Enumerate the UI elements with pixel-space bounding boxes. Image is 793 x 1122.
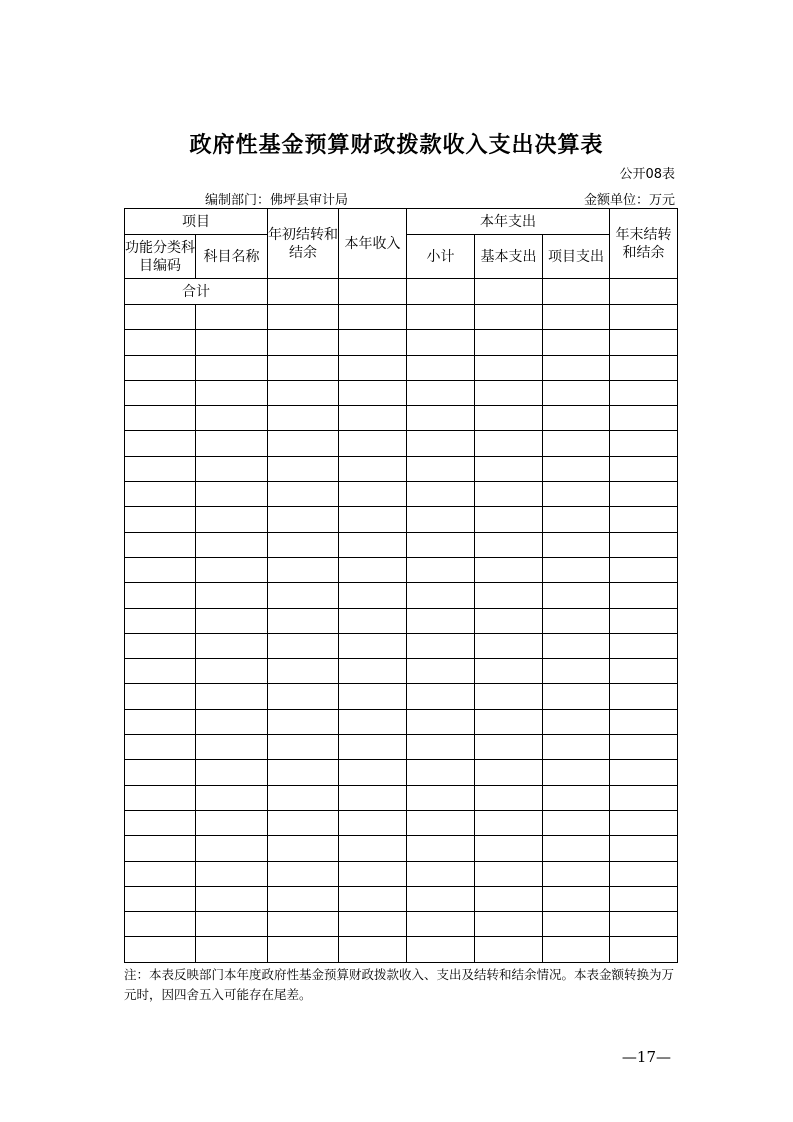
table-cell xyxy=(543,684,610,709)
table-cell xyxy=(339,937,407,962)
table-row xyxy=(125,507,678,532)
table-cell xyxy=(543,279,610,305)
table-cell xyxy=(196,456,268,481)
amount-unit: 金额单位：万元 xyxy=(583,193,675,208)
table-cell xyxy=(125,810,196,835)
table-cell xyxy=(475,456,543,481)
table-row xyxy=(125,355,678,380)
header-subtotal: 小计 xyxy=(407,235,475,279)
table-cell xyxy=(543,785,610,810)
table-cell xyxy=(196,330,268,355)
table-cell xyxy=(610,735,678,760)
table-cell xyxy=(610,659,678,684)
table-cell xyxy=(339,532,407,557)
table-cell xyxy=(125,760,196,785)
table-row xyxy=(125,709,678,734)
table-cell xyxy=(475,912,543,937)
table-cell xyxy=(610,330,678,355)
table-cell xyxy=(268,937,339,962)
table-cell xyxy=(407,406,475,431)
table-cell xyxy=(196,684,268,709)
table-cell xyxy=(407,912,475,937)
table-cell xyxy=(475,279,543,305)
table-cell xyxy=(125,557,196,582)
table-row xyxy=(125,456,678,481)
table-cell xyxy=(125,330,196,355)
table-cell xyxy=(475,532,543,557)
table-cell xyxy=(543,937,610,962)
page-title: 政府性基金预算财政拨款收入支出决算表 xyxy=(189,133,604,158)
table-cell xyxy=(610,785,678,810)
table-cell xyxy=(339,684,407,709)
table-row xyxy=(125,836,678,861)
table-cell xyxy=(543,507,610,532)
table-cell xyxy=(268,633,339,658)
table-cell xyxy=(475,380,543,405)
table-cell xyxy=(475,709,543,734)
table-cell xyxy=(475,482,543,507)
table-row xyxy=(125,305,678,330)
table-cell xyxy=(125,937,196,962)
table-cell xyxy=(543,886,610,911)
table-cell xyxy=(125,912,196,937)
table-cell xyxy=(407,633,475,658)
table-cell xyxy=(543,431,610,456)
table-cell xyxy=(196,937,268,962)
table-cell xyxy=(543,709,610,734)
table-cell xyxy=(268,709,339,734)
table-cell xyxy=(407,431,475,456)
table-cell xyxy=(407,557,475,582)
form-code: 公开08表 xyxy=(619,167,675,182)
table-cell xyxy=(475,735,543,760)
table-cell xyxy=(125,355,196,380)
table-cell xyxy=(268,886,339,911)
table-cell xyxy=(543,355,610,380)
table-cell xyxy=(543,861,610,886)
table-cell xyxy=(610,456,678,481)
table-cell xyxy=(125,633,196,658)
table-cell xyxy=(407,886,475,911)
table-row xyxy=(125,861,678,886)
table-cell xyxy=(475,507,543,532)
compiling-department: 编制部门：佛坪县审计局 xyxy=(205,193,349,208)
table-cell xyxy=(543,557,610,582)
header-begin-balance: 年初结转和结余 xyxy=(268,209,339,279)
table-cell xyxy=(339,760,407,785)
table-cell xyxy=(543,583,610,608)
header-project-expense: 项目支出 xyxy=(543,235,610,279)
table-cell xyxy=(339,330,407,355)
table-cell xyxy=(339,557,407,582)
table-cell xyxy=(339,583,407,608)
table-cell xyxy=(610,380,678,405)
table-cell xyxy=(475,406,543,431)
table-cell xyxy=(125,583,196,608)
table-cell xyxy=(407,608,475,633)
table-cell xyxy=(268,659,339,684)
table-cell xyxy=(339,836,407,861)
header-item: 项目 xyxy=(125,209,268,235)
table-cell xyxy=(407,810,475,835)
table-cell xyxy=(610,532,678,557)
table-cell xyxy=(125,684,196,709)
table-cell xyxy=(125,507,196,532)
table-cell xyxy=(610,937,678,962)
table-cell xyxy=(339,659,407,684)
table-cell xyxy=(125,886,196,911)
table-cell xyxy=(196,836,268,861)
table-cell xyxy=(339,912,407,937)
table-cell xyxy=(475,886,543,911)
table-cell xyxy=(125,659,196,684)
table-cell xyxy=(125,482,196,507)
table-cell xyxy=(543,836,610,861)
table-cell xyxy=(407,330,475,355)
table-row xyxy=(125,583,678,608)
table-cell xyxy=(268,406,339,431)
table-cell xyxy=(407,785,475,810)
table-cell xyxy=(196,810,268,835)
table-cell xyxy=(268,532,339,557)
table-cell xyxy=(407,583,475,608)
table-cell xyxy=(543,482,610,507)
table-cell xyxy=(196,380,268,405)
table-cell xyxy=(268,305,339,330)
table-cell xyxy=(268,810,339,835)
table-cell xyxy=(125,735,196,760)
header-func-code: 功能分类科目编码 xyxy=(125,235,196,279)
table-row xyxy=(125,557,678,582)
table-cell xyxy=(268,735,339,760)
table-cell xyxy=(125,608,196,633)
table-cell xyxy=(475,785,543,810)
table-row xyxy=(125,406,678,431)
table-row xyxy=(125,482,678,507)
table-cell xyxy=(610,886,678,911)
table-cell xyxy=(196,532,268,557)
table-cell xyxy=(268,760,339,785)
table-row xyxy=(125,431,678,456)
table-cell xyxy=(339,785,407,810)
table-cell xyxy=(475,861,543,886)
table-cell xyxy=(196,557,268,582)
table-cell xyxy=(407,482,475,507)
table-cell xyxy=(475,836,543,861)
table-row xyxy=(125,886,678,911)
table-cell xyxy=(125,785,196,810)
table-cell xyxy=(339,380,407,405)
table-cell xyxy=(268,279,339,305)
table-cell xyxy=(543,912,610,937)
table-row xyxy=(125,684,678,709)
table-cell xyxy=(475,431,543,456)
table-cell xyxy=(543,608,610,633)
table-cell xyxy=(475,810,543,835)
table-cell xyxy=(125,380,196,405)
table-cell xyxy=(475,633,543,658)
table-cell xyxy=(610,482,678,507)
table-cell xyxy=(407,355,475,380)
table-cell xyxy=(407,735,475,760)
table-cell xyxy=(543,760,610,785)
table-cell xyxy=(196,760,268,785)
budget-table xyxy=(124,208,678,963)
table-cell xyxy=(125,456,196,481)
table-cell xyxy=(610,305,678,330)
table-cell xyxy=(543,735,610,760)
table-cell xyxy=(407,937,475,962)
table-cell xyxy=(268,380,339,405)
table-cell xyxy=(268,684,339,709)
table-cell xyxy=(268,482,339,507)
table-row xyxy=(125,760,678,785)
header-item-name: 科目名称 xyxy=(196,235,268,279)
table-cell xyxy=(339,735,407,760)
table-cell xyxy=(268,507,339,532)
table-cell xyxy=(407,836,475,861)
page-number: —17— xyxy=(621,1048,671,1066)
table-cell xyxy=(196,431,268,456)
table-cell xyxy=(610,583,678,608)
table-row xyxy=(125,735,678,760)
table-cell xyxy=(543,810,610,835)
table-cell xyxy=(339,810,407,835)
table-cell xyxy=(610,608,678,633)
table-cell xyxy=(268,861,339,886)
table-cell xyxy=(196,355,268,380)
table-cell xyxy=(610,709,678,734)
table-cell xyxy=(196,305,268,330)
table-cell xyxy=(339,482,407,507)
table-row xyxy=(125,659,678,684)
table-cell xyxy=(339,406,407,431)
table-cell xyxy=(543,659,610,684)
table-cell xyxy=(196,406,268,431)
table-cell xyxy=(339,456,407,481)
table-cell xyxy=(543,330,610,355)
table-cell xyxy=(196,608,268,633)
table-cell xyxy=(268,608,339,633)
table-cell xyxy=(268,456,339,481)
table-cell xyxy=(543,456,610,481)
table-cell xyxy=(196,886,268,911)
table-cell xyxy=(407,709,475,734)
table-cell xyxy=(125,305,196,330)
table-cell xyxy=(407,456,475,481)
table-cell xyxy=(475,330,543,355)
header-expense: 本年支出 xyxy=(407,209,610,235)
table-cell xyxy=(610,557,678,582)
table-cell xyxy=(407,532,475,557)
table-cell xyxy=(475,608,543,633)
table-cell xyxy=(407,861,475,886)
table-cell xyxy=(610,633,678,658)
table-cell xyxy=(339,279,407,305)
table-cell xyxy=(610,406,678,431)
table-cell xyxy=(407,684,475,709)
header-basic-expense: 基本支出 xyxy=(475,235,543,279)
table-cell xyxy=(268,583,339,608)
total-row xyxy=(125,279,678,305)
table-cell xyxy=(125,861,196,886)
table-cell xyxy=(543,305,610,330)
table-cell xyxy=(196,583,268,608)
table-cell xyxy=(125,431,196,456)
table-cell xyxy=(339,633,407,658)
table-cell xyxy=(125,406,196,431)
table-cell xyxy=(339,355,407,380)
table-cell xyxy=(407,760,475,785)
table-cell xyxy=(610,810,678,835)
table-cell xyxy=(610,836,678,861)
table-cell xyxy=(125,532,196,557)
table-cell xyxy=(610,507,678,532)
table-cell xyxy=(268,557,339,582)
table-cell xyxy=(339,709,407,734)
table-cell xyxy=(407,305,475,330)
table-cell xyxy=(196,861,268,886)
table-cell xyxy=(610,355,678,380)
table-cell xyxy=(339,305,407,330)
table-cell xyxy=(475,659,543,684)
table-row xyxy=(125,912,678,937)
table-cell xyxy=(475,760,543,785)
table-cell xyxy=(268,785,339,810)
table-cell xyxy=(543,633,610,658)
table-row xyxy=(125,608,678,633)
table-cell xyxy=(610,912,678,937)
table-row xyxy=(125,633,678,658)
table-cell xyxy=(407,507,475,532)
table-cell xyxy=(196,659,268,684)
table-cell xyxy=(407,279,475,305)
table-cell xyxy=(339,608,407,633)
table-cell xyxy=(196,709,268,734)
table-cell xyxy=(610,279,678,305)
table-cell xyxy=(475,557,543,582)
table-cell xyxy=(196,785,268,810)
table-cell xyxy=(125,836,196,861)
table-cell xyxy=(268,912,339,937)
header-end-balance: 年末结转和结余 xyxy=(610,209,678,279)
table-cell xyxy=(339,861,407,886)
table-cell xyxy=(610,760,678,785)
table-cell xyxy=(268,355,339,380)
table-cell xyxy=(339,507,407,532)
table-cell xyxy=(196,507,268,532)
table-row xyxy=(125,810,678,835)
table-cell xyxy=(610,861,678,886)
table-cell xyxy=(543,380,610,405)
table-cell xyxy=(268,431,339,456)
table-cell xyxy=(339,431,407,456)
table-cell xyxy=(196,735,268,760)
table-row xyxy=(125,532,678,557)
table-cell xyxy=(196,482,268,507)
total-label: 合计 xyxy=(125,279,268,305)
table-row xyxy=(125,380,678,405)
table-row xyxy=(125,785,678,810)
table-cell xyxy=(268,836,339,861)
table-cell xyxy=(543,406,610,431)
table-cell xyxy=(610,684,678,709)
table-cell xyxy=(196,912,268,937)
table-cell xyxy=(475,583,543,608)
table-cell xyxy=(543,532,610,557)
table-cell xyxy=(268,330,339,355)
table-cell xyxy=(610,431,678,456)
table-cell xyxy=(475,937,543,962)
table-cell xyxy=(196,633,268,658)
table-row xyxy=(125,330,678,355)
header-income: 本年收入 xyxy=(339,209,407,279)
table-note: 注：本表反映部门本年度政府性基金预算财政拨款收入、支出及结转和结余情况。本表金额转换为万元时，因四舍五入可能存在尾差。 xyxy=(124,967,675,1002)
table-cell xyxy=(339,886,407,911)
table-cell xyxy=(125,709,196,734)
table-cell xyxy=(475,305,543,330)
table-cell xyxy=(407,659,475,684)
table-cell xyxy=(475,684,543,709)
table-cell xyxy=(475,355,543,380)
table-cell xyxy=(407,380,475,405)
table-row xyxy=(125,937,678,962)
